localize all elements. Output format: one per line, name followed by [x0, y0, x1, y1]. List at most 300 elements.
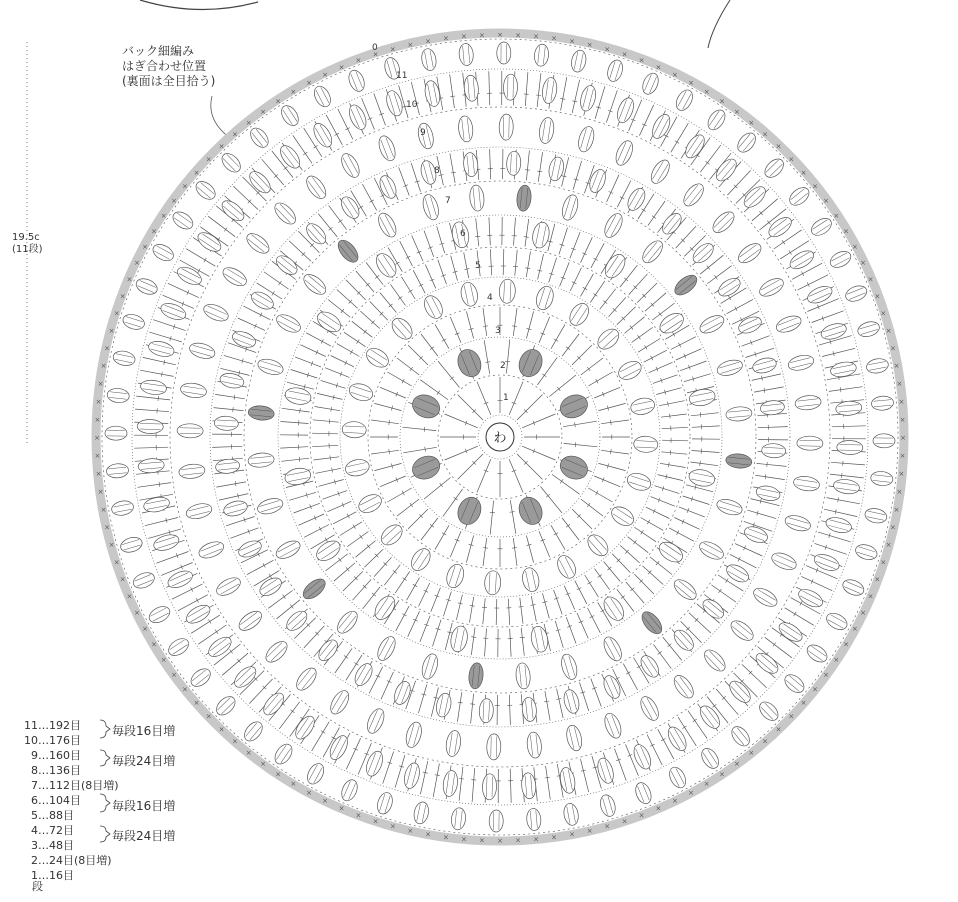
round-7-cluster [559, 652, 580, 681]
round-9-cluster [403, 720, 424, 749]
round-8-cluster [736, 314, 764, 337]
round-7-cluster-outline [273, 537, 303, 562]
round-6-stitch [412, 236, 423, 262]
round-11-cluster [375, 791, 395, 816]
round-6-stitch [289, 492, 316, 500]
round-5-stitch [384, 565, 400, 586]
sc-stitch-mark: × [95, 397, 102, 406]
round-8-stitch [573, 161, 582, 190]
round-6-cluster [688, 467, 717, 488]
round-11-cluster [170, 209, 196, 233]
round-11-cluster [458, 43, 474, 66]
round-9-cluster-outline [774, 313, 803, 336]
round-10-stitch [395, 755, 405, 788]
round-4-cluster-outline [342, 421, 367, 438]
round-6-cluster-outline [688, 387, 717, 408]
round-5-stitch [635, 527, 657, 542]
round-5-stitch [590, 281, 605, 303]
sc-stitch-mark: × [896, 488, 903, 497]
round-9-cluster [701, 646, 729, 674]
round-4-cluster [344, 457, 371, 478]
round-10-stitch [134, 447, 168, 448]
stitch-count: …112目(8目増) [38, 779, 119, 792]
sc-stitch-mark: × [885, 326, 892, 335]
round-10-stitch-bar [800, 601, 802, 605]
round-8-cluster-outline [637, 653, 662, 681]
round-10-cluster [246, 168, 274, 197]
round-10-stitch [156, 552, 188, 564]
round-9-cluster-outline [445, 730, 463, 758]
round-1-stitch [522, 446, 555, 460]
round-11-cluster [786, 184, 812, 209]
round-10-cluster-outline [423, 79, 442, 107]
round-6-stitch [489, 217, 490, 245]
round-3-stitch [403, 447, 437, 453]
row-number: 1 [31, 869, 38, 882]
round-5-stitch [632, 327, 653, 342]
round-4-cluster [347, 381, 375, 404]
round-10-stitch-bar [664, 135, 668, 137]
sc-stitch-mark: × [893, 506, 900, 514]
round-10-cluster [837, 440, 863, 455]
round-11-cluster [412, 801, 430, 825]
round-10-stitch [374, 93, 386, 125]
sc-stitch-mark: × [338, 804, 345, 813]
round-8-cluster [222, 499, 249, 519]
round-3-stitch [490, 501, 493, 535]
round-8-stitch [591, 679, 602, 707]
round-10-cluster [423, 79, 442, 107]
round-4-stitch [594, 387, 620, 398]
round-8-cluster [352, 661, 376, 689]
round-11-cluster [112, 349, 136, 367]
round-7-cluster-outline [697, 312, 727, 337]
round-4-stitch [572, 509, 592, 529]
round-8-stitch [538, 152, 542, 182]
round-6-stitch [674, 518, 699, 530]
round-11-cluster [843, 283, 869, 304]
round-6-stitch [356, 271, 374, 292]
sc-stitch-mark: × [231, 737, 238, 746]
round-4-cluster-outline [408, 545, 434, 574]
round-11-cluster [241, 718, 266, 744]
round-3-stitch [484, 340, 490, 374]
sc-stitch-mark: × [900, 434, 906, 442]
sc-stitch-mark: × [104, 523, 111, 532]
sc-stitch-mark: × [245, 118, 252, 127]
round-1-stitch [445, 446, 478, 460]
round-6-stitch [476, 218, 479, 246]
round-8-cluster-outline [601, 673, 624, 701]
round-6-stitch-bar [375, 275, 379, 278]
round-11-cluster-outline [188, 665, 214, 690]
round-9-cluster [236, 607, 265, 634]
round-4-stitch [526, 311, 533, 338]
round-11-cluster [526, 808, 542, 831]
round-5-stitch [347, 532, 368, 547]
round-10-cluster [558, 766, 577, 794]
round-7-cluster [697, 312, 727, 337]
round-4-stitch [374, 463, 401, 470]
round-8-stitch [607, 175, 619, 202]
row-marker: 7 [445, 196, 451, 206]
round-4-stitch-bar [587, 367, 590, 371]
round-5-stitch [419, 583, 430, 606]
round-9-cluster [613, 138, 636, 167]
round-11-cluster [633, 780, 654, 806]
round-8-stitch-bar [329, 227, 333, 230]
sc-stitch-mark: × [874, 292, 881, 301]
round-4-stitch [526, 536, 533, 563]
sc-stitch-mark: × [497, 837, 503, 845]
round-10-stitch-bar [706, 161, 710, 164]
sc-stitch-mark: × [833, 212, 840, 220]
round-5-stitch-bar [525, 268, 530, 269]
round-1-stitch [522, 414, 555, 428]
round-1-stitch [517, 395, 542, 420]
round-10-stitch-bar [693, 719, 697, 722]
round-10-cluster [137, 419, 163, 434]
round-4-cluster-outline [616, 358, 645, 383]
round-6-stitch [691, 413, 719, 416]
round-8-stitch [381, 672, 393, 699]
sc-stitch-mark: × [94, 415, 101, 424]
round-5-stitch [328, 501, 352, 511]
round-4-stitch-bar [512, 326, 517, 327]
round-8-stitch [689, 613, 711, 633]
round-10-stitch-bar [224, 228, 227, 232]
round-11-cluster [865, 357, 889, 375]
round-9-cluster [670, 672, 697, 701]
round-11-cluster-outline [598, 793, 618, 818]
round-6-stitch [306, 333, 331, 346]
round-5-stitch [464, 253, 469, 279]
round-11-cluster-outline [119, 535, 144, 555]
round-5-stitch [360, 311, 379, 328]
sc-stitch-mark: × [95, 470, 102, 479]
round-4-stitch [374, 403, 401, 410]
round-8-stitch-bar [668, 644, 672, 647]
sc-stitch-mark: × [898, 397, 905, 406]
round-10-cluster [726, 678, 754, 707]
round-4-stitch [421, 334, 438, 356]
round-4-stitch-bar [554, 339, 558, 342]
stitch-count-table [24, 718, 119, 883]
round-10-stitch [136, 396, 170, 400]
round-10-stitch [606, 90, 617, 122]
round-9-cluster [177, 424, 203, 438]
round-5-stitch [649, 362, 673, 372]
round-5-stitch [515, 250, 517, 276]
round-6-stitch-bar [406, 256, 410, 258]
round-11-cluster-outline [673, 87, 696, 113]
round-4-stitch [581, 499, 603, 516]
round-6-cluster-outline [688, 467, 717, 488]
round-6-cluster-outline [530, 221, 551, 250]
round-6-stitch [343, 571, 363, 591]
round-10-cluster [147, 339, 176, 359]
round-5-stitch [319, 480, 344, 487]
round-8-stitch-bar [726, 579, 729, 583]
round-8-stitch-bar [344, 656, 348, 659]
round-6-cluster-outline [529, 625, 550, 654]
round-9-cluster [271, 199, 299, 227]
round-5-stitch [356, 541, 376, 558]
round-8-stitch [735, 544, 762, 556]
round-11-cluster [808, 215, 834, 239]
round-10-cluster-outline [833, 478, 861, 496]
row-marker: 6 [460, 229, 466, 239]
round-5-stitch [655, 486, 680, 494]
round-8-stitch-bar [525, 170, 530, 171]
round-3-stitch-bar [546, 494, 550, 497]
row-number: 3 [31, 839, 38, 852]
sc-stitch-mark: × [94, 434, 100, 442]
round-7-cluster [715, 497, 744, 518]
round-5-stitch-bar [357, 340, 360, 344]
round-8-cluster-outline [755, 484, 781, 503]
sc-stitch-mark: × [533, 32, 540, 41]
round-11-cluster [107, 387, 130, 403]
round-9-cluster-outline [376, 134, 399, 163]
round-3-stitch-bar [560, 479, 563, 483]
round-5-stitch [340, 522, 362, 536]
round-6-stitch [642, 566, 663, 585]
sc-stitch-mark: × [788, 155, 795, 164]
round-11-cluster [856, 319, 881, 339]
round-6-stitch-bar [372, 593, 376, 596]
round-10-stitch [489, 71, 490, 105]
round-11-cluster [420, 47, 438, 71]
round-4-stitch [513, 308, 517, 336]
round-11-cluster [756, 698, 781, 724]
round-9-cluster [220, 264, 249, 289]
round-1-stitch [509, 382, 523, 415]
round-9-cluster [185, 501, 214, 521]
round-6-cluster-outline [284, 466, 313, 487]
round-11-cluster-outline [786, 184, 812, 209]
round-10-stitch [832, 426, 866, 427]
round-7-cluster [300, 271, 329, 298]
round-8-cluster-outline [338, 194, 363, 222]
round-8-stitch-bar [233, 407, 234, 412]
round-8-stitch-bar [263, 563, 265, 567]
sc-stitch-mark: × [733, 760, 740, 768]
sc-stitch-mark: × [889, 344, 896, 353]
round-9-cluster [445, 730, 463, 758]
round-5-stitch-bar [364, 330, 367, 334]
round-5-stitch [390, 284, 405, 305]
round-5-stitch-bar [350, 350, 352, 354]
round-4-stitch-bar [611, 420, 612, 425]
sc-stitch-mark: × [655, 804, 662, 813]
round-10-stitch [785, 608, 814, 626]
round-5-stitch [617, 307, 636, 325]
round-4-cluster [566, 300, 592, 329]
round-5-stitch-bar [403, 578, 407, 581]
sc-stitch-mark: × [133, 259, 140, 268]
increase-brace [100, 794, 110, 812]
round-3-stitch [506, 340, 509, 374]
round-10-stitch [824, 509, 857, 516]
round-6-stitch [281, 422, 309, 424]
round-10-stitch [830, 474, 864, 478]
round-8-stitch [745, 348, 774, 357]
round-6-stitch [433, 620, 442, 647]
round-9-cluster [303, 173, 330, 202]
round-6-stitch [396, 606, 409, 631]
round-9-cluster-outline [735, 240, 764, 267]
sc-stitch-mark: × [460, 32, 467, 41]
round-9-cluster [794, 394, 821, 411]
round-8-cluster-outline [283, 608, 310, 634]
round-8-cluster-outline [742, 524, 769, 546]
round-10-cluster [205, 633, 234, 660]
round-8-stitch [212, 446, 242, 447]
round-10-cluster [402, 761, 422, 790]
round-9-cluster-outline [680, 180, 707, 209]
round-4-stitch [450, 317, 461, 343]
round-10-cluster-outline [138, 458, 165, 474]
round-11-cluster-outline [412, 801, 430, 825]
sc-stitch-mark: × [322, 70, 329, 79]
increase-brace [100, 750, 110, 766]
round-8-stitch-bar [735, 307, 737, 311]
sc-stitch-mark: × [205, 712, 212, 721]
round-4-cluster [363, 345, 392, 371]
round-10-stitch [829, 387, 863, 392]
sc-stitch-mark: × [812, 182, 819, 191]
round-9-cluster [797, 436, 823, 450]
round-8-stitch-bar [719, 589, 722, 593]
round-3-stitch-bar [510, 512, 515, 513]
round-8-stitch [230, 528, 258, 539]
round-11-cluster [272, 741, 296, 767]
round-10-cluster [152, 532, 181, 553]
sc-stitch-mark: × [94, 452, 101, 461]
round-5-stitch [526, 252, 530, 278]
round-6-stitch [629, 274, 648, 295]
sc-stitch-mark: × [322, 797, 329, 806]
sc-stitch-mark: × [119, 575, 126, 584]
round-8-cluster [214, 416, 239, 431]
round-10-cluster-outline [835, 400, 862, 416]
round-4-cluster-outline [499, 279, 516, 304]
round-11-cluster-outline [843, 283, 869, 304]
sc-stitch-mark: × [290, 88, 297, 96]
round-6-stitch [692, 451, 720, 453]
round-9-cluster [793, 475, 821, 493]
round-10-stitch [145, 518, 178, 526]
round-7-cluster [468, 662, 485, 689]
round-6-stitch-bar [700, 461, 701, 466]
round-6-stitch [334, 563, 355, 581]
sc-stitch-mark: × [205, 155, 212, 164]
round-7-cluster [516, 185, 533, 212]
round-4-stitch-bar [389, 420, 390, 425]
round-8-cluster-outline [724, 561, 752, 585]
round-9-cluster [376, 134, 399, 163]
increase-note-rows-10-11: 毎段16目増 [112, 724, 176, 738]
sc-stitch-mark: × [867, 275, 874, 284]
round-8-stitch [411, 163, 420, 192]
round-6-stitch [295, 357, 321, 367]
round-2-cluster [454, 494, 485, 528]
round-8-stitch-bar [359, 206, 363, 209]
sc-stitch-mark: × [478, 836, 485, 845]
round-8-stitch [418, 684, 427, 713]
round-11-cluster [533, 44, 549, 67]
sc-stitch-mark: × [260, 760, 267, 768]
row-marker: 3 [495, 326, 501, 336]
round-10-cluster-outline [819, 321, 848, 342]
round-11-cluster-outline [533, 44, 549, 67]
sc-stitch-mark: × [193, 699, 200, 708]
round-2-cluster [409, 391, 443, 422]
round-5-stitch-bar [593, 294, 597, 297]
round-10-cluster-outline [696, 703, 723, 732]
round-11-cluster-outline [241, 718, 266, 744]
sc-stitch-mark: × [425, 830, 431, 839]
round-8-stitch [754, 387, 784, 392]
round-3-stitch-bar [450, 377, 454, 380]
round-8-stitch [742, 336, 770, 347]
round-10-stitch [346, 738, 360, 769]
round-6-stitch-bar [325, 538, 328, 542]
sc-stitch-mark: × [338, 63, 345, 72]
stitch-count: …24目(8目増) [38, 854, 112, 867]
round-9-cluster [538, 117, 556, 145]
stitch-count: …104目 [38, 794, 81, 807]
round-4-stitch [408, 345, 428, 365]
round-7-cluster-outline [334, 608, 361, 637]
round-6-stitch-bar [621, 596, 625, 599]
round-5-stitch [370, 301, 388, 320]
round-11-cluster-outline [110, 499, 134, 517]
sc-stitch-mark: × [851, 625, 858, 633]
round-5-stitch [312, 433, 338, 434]
sc-stitch-mark: × [231, 130, 238, 139]
round-9-cluster [526, 731, 543, 758]
round-5-stitch [575, 581, 587, 604]
round-11-cluster-outline [346, 68, 367, 94]
round-4-stitch [371, 420, 399, 424]
sc-stitch-mark: × [100, 362, 107, 370]
round-5-stitch-bar [347, 514, 349, 518]
row-marker: 9 [420, 128, 426, 138]
round-6-stitch [588, 608, 601, 633]
row-marker: 1 [503, 393, 509, 403]
round-3-stitch-bar [454, 497, 458, 500]
round-6-stitch-bar [656, 561, 659, 565]
round-5-stitch [662, 440, 688, 441]
round-8-stitch-bar [354, 663, 358, 666]
sc-stitch-mark: × [151, 640, 157, 649]
round-4-cluster-outline [484, 570, 501, 595]
round-10-stitch-bar [159, 482, 160, 487]
round-5-stitch [625, 317, 645, 334]
sc-stitch-mark: × [569, 830, 575, 839]
round-7-cluster-outline [247, 452, 274, 468]
round-9-cluster [576, 125, 597, 154]
round-4-stitch [397, 499, 419, 516]
round-10-stitch [561, 77, 567, 111]
round-10-stitch-bar [204, 258, 207, 262]
sc-stitch-mark: × [688, 788, 694, 797]
round-10-stitch [459, 767, 463, 801]
round-9-cluster [648, 157, 673, 186]
round-10-cluster [482, 774, 497, 800]
